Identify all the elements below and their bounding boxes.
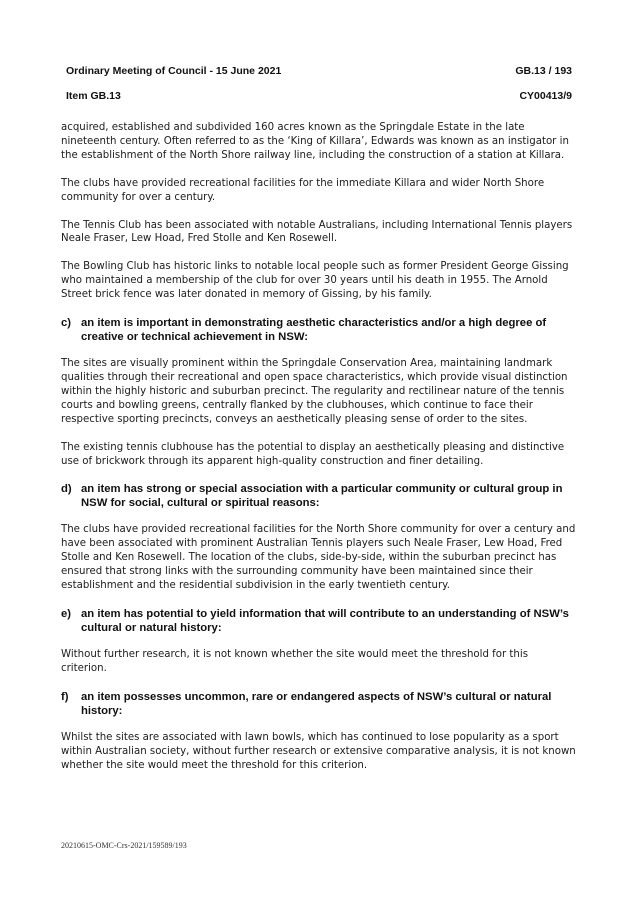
criterion-label: f): [61, 690, 69, 703]
criterion-text: an item has strong or special association with a particular community or cultural group in NSW for social, cultural or spiritual reasons:: [81, 483, 563, 510]
record-number: CY00413/9: [519, 90, 572, 102]
criterion-text: an item possesses uncommon, rare or endangered aspects of NSW’s cultural or natural history:: [81, 690, 552, 717]
criterion-text: an item is important in demonstrating aesthetic characteristics and/or a high degree of creative or technical achievement in NSW:: [81, 317, 547, 344]
criterion-e-heading: [61, 607, 577, 635]
criterion-label: d): [61, 483, 72, 496]
criterion-text: an item has potential to yield information that will contribute to an understanding of NSW’s cultural or natural history:: [81, 607, 569, 634]
document-body: [61, 121, 577, 786]
criterion-f-heading: [61, 690, 577, 718]
intro-paragraph: The Tennis Club has been associated with notable Australians, including International Tennis players Neale Fraser, Lew Hoad, Fred Stolle and Ken Rosewell.: [61, 219, 573, 245]
intro-paragraph: acquired, established and subdivided 160 acres known as the Springdale Estate in the late nineteenth century. Often referred to as the ‘King of Killara’, Edwards was known as an instigator in the establishment of the North Shore railway line, including the construction of a station at Killara.: [61, 122, 569, 161]
criterion-e-paragraph: Without further research, it is not known whether the site would meet the threshold for this criterion.: [61, 648, 529, 674]
document-reference-footer: 20210615-OMC-Crs-2021/159589/193: [61, 841, 187, 850]
criterion-c-paragraph: The sites are visually prominent within the Springdale Conservation Area, maintaining landmark qualities through their recreational and open space characteristics, which provide visual distinction within the highly historic and suburban precinct. The regularity and rectilinear nature of the tennis courts and bowling greens, centrally flanked by the clubhouses, which continue to face their respective sporting precincts, conveys an aesthetically pleasing sense of order to the sites.: [61, 358, 568, 425]
criterion-d-heading: [61, 482, 577, 510]
criterion-d-paragraph: The clubs have provided recreational facilities for the North Shore community for over a century and have been associated with prominent Australian Tennis players such Neale Fraser, Lew Hoad, Fred Stolle and Ken Rosewell. The location of the clubs, side-by-side, within the suburban precinct has ensured that strong links with the surrounding community have been maintained since their establishment and the residential subdivision in the early twentieth century.: [61, 524, 576, 592]
meeting-title: Ordinary Meeting of Council - 15 June 2021: [66, 65, 282, 77]
criterion-label: e): [61, 607, 72, 620]
criterion-c-heading: [61, 316, 577, 344]
criterion-label: c): [61, 317, 72, 330]
page-reference: GB.13 / 193: [515, 65, 572, 77]
criterion-c-paragraph: The existing tennis clubhouse has the potential to display an aesthetically pleasing and distinctive use of brickwork through its apparent high-quality construction and finer detailing.: [61, 441, 565, 467]
intro-paragraph: The clubs have provided recreational facilities for the immediate Killara and wider North Shore community for over a century.: [61, 177, 545, 203]
item-number: Item GB.13: [66, 90, 121, 102]
intro-paragraph: The Bowling Club has historic links to notable local people such as former President George Gissing who maintained a membership of the club for over 30 years until his death in 1955. The Arnold Street brick fence was later donated in memory of Gissing, by his family.: [61, 261, 569, 301]
criterion-f-paragraph: Whilst the sites are associated with lawn bowls, which has continued to lose popularity as a sport within Australian society, without further research or extensive comparative analysis, it is not known whether the site would meet the threshold for this criterion.: [61, 731, 576, 771]
